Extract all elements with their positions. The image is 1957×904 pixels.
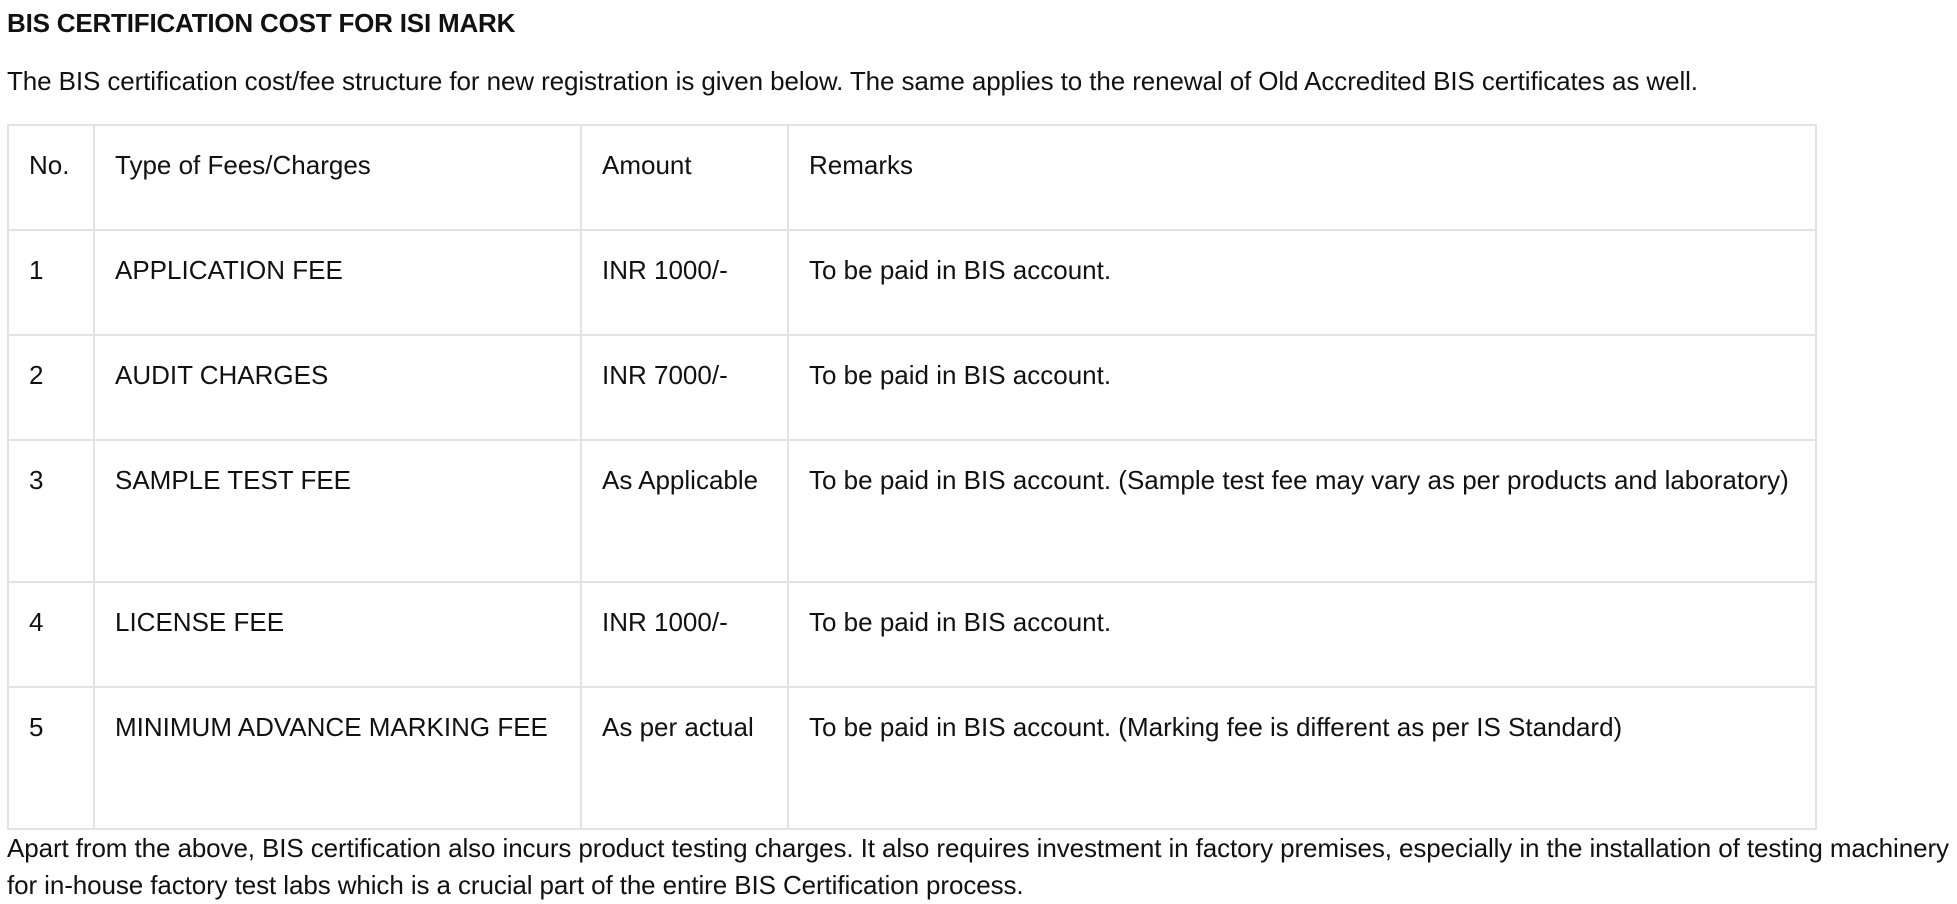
cell-no: 5 (8, 687, 94, 829)
cell-no: 1 (8, 230, 94, 335)
header-type: Type of Fees/Charges (94, 125, 581, 230)
cell-amount: INR 1000/- (581, 230, 788, 335)
table-row (8, 230, 1816, 335)
cell-remarks: To be paid in BIS account. (788, 582, 1816, 687)
cell-amount: As Applicable (581, 440, 788, 582)
cell-remarks: To be paid in BIS account. (788, 335, 1816, 440)
cell-type: MINIMUM ADVANCE MARKING FEE (94, 687, 581, 829)
document-body (7, 0, 1952, 904)
cell-amount: INR 1000/- (581, 582, 788, 687)
cell-no: 4 (8, 582, 94, 687)
cell-remarks: To be paid in BIS account. (Sample test fee may vary as per products and laboratory) (788, 440, 1816, 582)
cell-remarks: To be paid in BIS account. (Marking fee is different as per IS Standard) (788, 687, 1816, 829)
table-row (8, 440, 1816, 582)
cell-type: AUDIT CHARGES (94, 335, 581, 440)
table-row (8, 582, 1816, 687)
cell-no: 3 (8, 440, 94, 582)
header-amount: Amount (581, 125, 788, 230)
cell-no: 2 (8, 335, 94, 440)
cell-amount: As per actual (581, 687, 788, 829)
intro-paragraph: The BIS certification cost/fee structure for new registration is given below. The same applies to the renewal of Old Accredited BIS certificates as well. (7, 66, 1698, 96)
table-row (8, 335, 1816, 440)
table-header-row (8, 125, 1816, 230)
cell-type: SAMPLE TEST FEE (94, 440, 581, 582)
cell-amount: INR 7000/- (581, 335, 788, 440)
cell-type: LICENSE FEE (94, 582, 581, 687)
fees-table (7, 124, 1817, 830)
header-no: No. (8, 125, 94, 230)
page-title: BIS CERTIFICATION COST FOR ISI MARK (7, 8, 516, 38)
table-row (8, 687, 1816, 829)
header-remarks: Remarks (788, 125, 1816, 230)
cell-type: APPLICATION FEE (94, 230, 581, 335)
cell-remarks: To be paid in BIS account. (788, 230, 1816, 335)
outro-paragraph: Apart from the above, BIS certification also incurs product testing charges. It also requires investment in factory premises, especially in the installation of testing machinery for in-house factory test labs which is a crucial part of the entire BIS Certification process. (7, 833, 1949, 900)
